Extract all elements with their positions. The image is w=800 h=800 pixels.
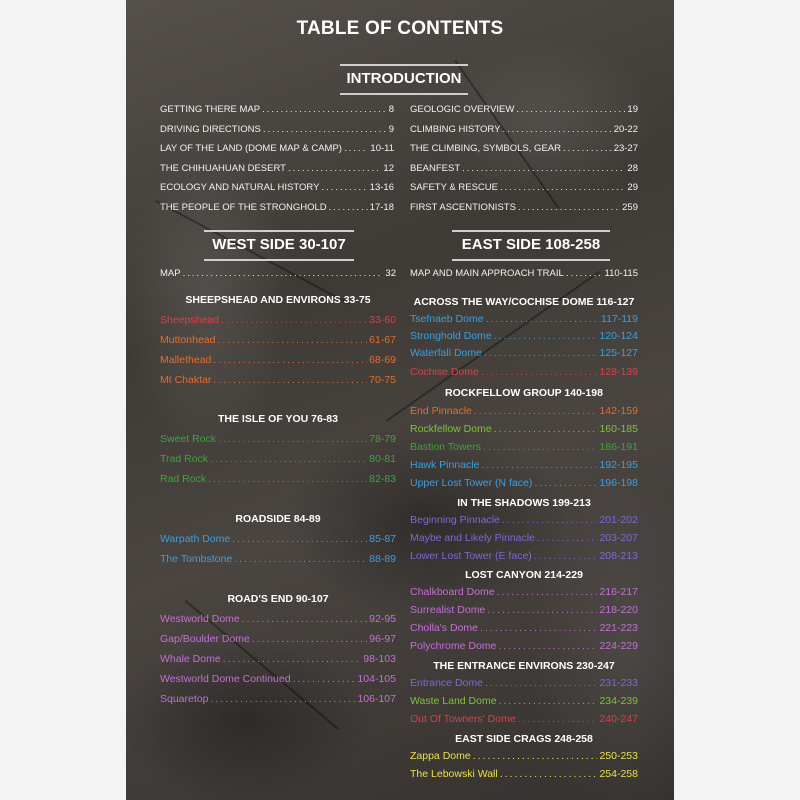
toc-entry-name: End Pinnacle xyxy=(410,405,472,417)
toc-entry xyxy=(410,405,638,421)
toc-entry-name: Mallethead xyxy=(160,354,212,366)
toc-entry xyxy=(410,550,638,566)
toc-entry xyxy=(160,202,394,218)
toc-entry xyxy=(410,514,638,530)
dot-leader xyxy=(213,374,367,386)
toc-entry-pages: 254-258 xyxy=(599,768,638,780)
dot-leader xyxy=(502,124,611,135)
toc-entry xyxy=(410,695,638,711)
dot-leader xyxy=(566,268,603,279)
toc-entry xyxy=(160,533,396,549)
toc-entry-pages: 17-18 xyxy=(369,201,394,213)
toc-entry-pages: 208-213 xyxy=(599,550,638,562)
toc-entry-pages: 92-95 xyxy=(369,613,396,625)
section-heading: IN THE SHADOWS 199-213 xyxy=(457,497,591,509)
toc-entry-pages: 13-16 xyxy=(369,182,394,193)
toc-entry-name: SAFETY & RESCUE xyxy=(410,182,498,193)
toc-entry-name: Sheepshead xyxy=(160,314,219,326)
toc-entry-pages: 70-75 xyxy=(369,374,396,386)
toc-entry-pages: 216-217 xyxy=(599,586,638,598)
dot-leader xyxy=(232,533,367,545)
section-heading: SHEEPSHEAD AND ENVIRONS 33-75 xyxy=(185,294,371,306)
toc-entry-pages: 106-107 xyxy=(357,693,396,705)
toc-entry xyxy=(160,268,396,284)
toc-entry-name: Westworld Dome Continued xyxy=(160,673,291,685)
toc-entry-name: MAP xyxy=(160,268,181,279)
dot-leader xyxy=(484,347,597,359)
dot-leader xyxy=(293,673,356,685)
section-heading: LOST CANYON 214-229 xyxy=(465,569,583,581)
toc-entry xyxy=(160,613,396,629)
toc-entry-pages: 117-119 xyxy=(601,313,638,325)
dot-leader xyxy=(518,713,598,725)
section-heading: ROADSIDE 84-89 xyxy=(235,513,321,525)
dot-leader xyxy=(462,163,625,174)
toc-entry xyxy=(410,622,638,638)
toc-entry-name: Mt Chaktar xyxy=(160,374,212,386)
toc-entry xyxy=(160,143,394,159)
dot-leader xyxy=(498,640,597,652)
toc-entry-pages: 128-139 xyxy=(599,366,638,378)
toc-entry-pages: 234-239 xyxy=(599,695,638,707)
dot-leader xyxy=(262,104,387,115)
dot-leader xyxy=(218,433,367,445)
page-title: TABLE OF CONTENTS xyxy=(296,18,504,39)
toc-entry xyxy=(410,677,638,693)
toc-entry xyxy=(160,673,396,689)
dot-leader xyxy=(494,330,598,342)
dot-leader xyxy=(481,366,598,378)
toc-entry xyxy=(160,124,394,140)
toc-entry xyxy=(410,313,638,329)
toc-entry-name: Cochise Dome xyxy=(410,366,479,378)
section-heading: ROAD'S END 90-107 xyxy=(227,593,329,605)
toc-entry-name: Beginning Pinnacle xyxy=(410,514,500,526)
toc-entry-pages: 78-79 xyxy=(369,433,396,445)
introduction-banner: INTRODUCTION xyxy=(340,64,468,95)
toc-entry-pages: 201-202 xyxy=(599,514,638,526)
dot-leader xyxy=(263,124,387,135)
dot-leader xyxy=(563,143,612,154)
toc-entry-name: Entrance Dome xyxy=(410,677,483,689)
toc-entry-pages: 259 xyxy=(622,201,638,213)
toc-entry-name: Chalkboard Dome xyxy=(410,586,495,598)
toc-entry-name: Waterfall Dome xyxy=(410,347,482,359)
toc-entry-name: Waste Land Dome xyxy=(410,695,497,707)
toc-page xyxy=(126,0,674,800)
toc-entry-name: Polychrome Dome xyxy=(410,640,497,652)
toc-entry-name: Westworld Dome xyxy=(160,613,240,625)
toc-entry xyxy=(410,459,638,475)
toc-entry-name: Upper Lost Tower (N face) xyxy=(410,477,533,489)
toc-entry-name: Out Of Towners' Dome xyxy=(410,713,516,725)
toc-entry xyxy=(160,374,396,390)
dot-leader xyxy=(494,423,598,435)
toc-entry-name: Stronghold Dome xyxy=(410,330,492,342)
toc-entry xyxy=(410,268,638,284)
toc-entry xyxy=(410,750,638,766)
toc-entry xyxy=(410,713,638,729)
toc-entry-name: Rockfellow Dome xyxy=(410,423,492,435)
dot-leader xyxy=(502,514,598,526)
toc-entry-pages: 231-233 xyxy=(599,677,638,689)
dot-leader xyxy=(321,182,367,193)
west-side-banner: WEST SIDE 30-107 xyxy=(204,230,354,261)
toc-entry-name: ECOLOGY AND NATURAL HISTORY xyxy=(160,182,320,193)
toc-entry-pages: 218-220 xyxy=(599,604,638,616)
dot-leader xyxy=(534,477,597,489)
toc-entry-pages: 98-103 xyxy=(363,653,396,665)
section-heading: THE ISLE OF YOU 76-83 xyxy=(217,413,338,425)
toc-entry xyxy=(410,330,638,346)
dot-leader xyxy=(288,163,381,174)
toc-entry-pages: 88-89 xyxy=(369,553,396,565)
dot-leader xyxy=(487,604,597,616)
toc-entry-pages: 82-83 xyxy=(369,473,396,485)
toc-entry-name: GETTING THERE MAP xyxy=(160,104,261,115)
toc-entry xyxy=(410,104,638,120)
toc-entry-name: The Tombstone xyxy=(160,553,233,565)
dot-leader xyxy=(518,202,620,213)
toc-entry-name: Gap/Boulder Dome xyxy=(160,633,250,645)
toc-entry-name: Trad Rock xyxy=(160,453,209,465)
dot-leader xyxy=(208,473,367,485)
toc-entry xyxy=(410,586,638,602)
east-side-banner: EAST SIDE 108-258 xyxy=(452,230,610,261)
toc-entry xyxy=(410,163,638,179)
dot-leader xyxy=(252,633,367,645)
toc-entry-pages: 203-207 xyxy=(599,532,638,544)
toc-entry-pages: 12 xyxy=(383,162,394,174)
toc-entry-name: THE PEOPLE OF THE STRONGHOLD xyxy=(160,201,327,213)
toc-entry xyxy=(410,477,638,493)
toc-entry-name: The Lebowski Wall xyxy=(410,768,498,780)
toc-entry-name: Sweet Rock xyxy=(160,433,217,445)
toc-entry-name: GEOLOGIC OVERVIEW xyxy=(410,104,515,115)
toc-entry-name: Maybe and Likely Pinnacle xyxy=(410,532,535,544)
toc-entry-pages: 10-11 xyxy=(370,143,394,154)
toc-entry-name: CLIMBING HISTORY xyxy=(410,123,501,135)
dot-leader xyxy=(474,405,598,417)
toc-entry-pages: 186-191 xyxy=(599,441,638,453)
dot-leader xyxy=(234,553,367,565)
toc-entry-pages: 196-198 xyxy=(599,477,638,489)
toc-entry-pages: 125-127 xyxy=(599,347,638,359)
toc-entry xyxy=(160,182,394,198)
section-heading: ROCKFELLOW GROUP 140-198 xyxy=(445,387,603,399)
toc-entry-name: Hawk Pinnacle xyxy=(410,459,480,471)
toc-entry xyxy=(410,143,638,159)
toc-entry xyxy=(160,693,396,709)
toc-entry xyxy=(410,423,638,439)
toc-entry-name: Tsefnaeb Dome xyxy=(410,313,484,325)
toc-entry xyxy=(160,433,396,449)
toc-entry-pages: 120-124 xyxy=(599,330,638,342)
toc-entry xyxy=(410,366,638,382)
toc-entry xyxy=(160,354,396,370)
toc-entry-pages: 104-105 xyxy=(357,673,396,685)
dot-leader xyxy=(473,750,598,762)
toc-entry-pages: 28 xyxy=(627,162,638,174)
dot-leader xyxy=(221,314,367,326)
toc-entry-name: Whale Dome xyxy=(160,653,221,665)
toc-entry xyxy=(160,453,396,469)
toc-entry xyxy=(160,104,394,120)
dot-leader xyxy=(516,104,625,115)
toc-entry-pages: 85-87 xyxy=(369,533,396,545)
dot-leader xyxy=(481,459,597,471)
toc-entry-pages: 19 xyxy=(627,104,638,115)
dot-leader xyxy=(213,354,367,366)
toc-entry-name: FIRST ASCENTIONISTS xyxy=(410,201,516,213)
toc-entry xyxy=(160,163,394,179)
toc-entry-name: Warpath Dome xyxy=(160,533,231,545)
toc-entry-pages: 33-60 xyxy=(369,314,396,326)
dot-leader xyxy=(486,313,599,325)
toc-entry-pages: 224-229 xyxy=(599,640,638,652)
dot-leader xyxy=(499,695,598,707)
dot-leader xyxy=(210,453,367,465)
toc-entry-pages: 29 xyxy=(627,182,638,193)
toc-entry-pages: 96-97 xyxy=(369,633,396,645)
toc-entry-pages: 80-81 xyxy=(369,453,396,465)
dot-leader xyxy=(537,532,598,544)
toc-entry-pages: 9 xyxy=(388,123,394,135)
toc-entry xyxy=(410,604,638,620)
dot-leader xyxy=(485,677,598,689)
toc-entry xyxy=(160,553,396,569)
dot-leader xyxy=(329,202,368,213)
toc-entry-name: Bastion Towers xyxy=(410,441,482,453)
toc-entry-pages: 160-185 xyxy=(599,423,638,435)
toc-entry-name: THE CHIHUAHUAN DESERT xyxy=(160,162,286,174)
toc-entry xyxy=(410,347,638,363)
dot-leader xyxy=(210,693,355,705)
toc-entry-name: MAP AND MAIN APPROACH TRAIL xyxy=(410,268,564,279)
dot-leader xyxy=(500,182,625,193)
toc-entry-pages: 8 xyxy=(388,104,394,115)
toc-entry-name: DRIVING DIRECTIONS xyxy=(160,123,261,135)
toc-entry-name: LAY OF THE LAND (DOME MAP & CAMP) xyxy=(160,143,342,154)
toc-entry-pages: 192-195 xyxy=(599,459,638,471)
toc-entry-name: THE CLIMBING, SYMBOLS, GEAR xyxy=(410,143,561,154)
dot-leader xyxy=(242,613,367,625)
toc-entry xyxy=(160,473,396,489)
dot-leader xyxy=(480,622,598,634)
dot-leader xyxy=(217,334,367,346)
toc-entry xyxy=(160,653,396,669)
toc-entry-pages: 250-253 xyxy=(599,750,638,762)
toc-entry xyxy=(410,202,638,218)
toc-entry-name: Lower Lost Tower (E face) xyxy=(410,550,532,562)
toc-entry-name: Squaretop xyxy=(160,693,209,705)
toc-entry-name: Surrealist Dome xyxy=(410,604,486,616)
toc-entry xyxy=(410,124,638,140)
toc-entry-pages: 23-27 xyxy=(613,143,638,154)
toc-entry-name: Zappa Dome xyxy=(410,750,471,762)
toc-entry-pages: 240-247 xyxy=(599,713,638,725)
toc-entry-pages: 142-159 xyxy=(599,405,638,417)
toc-entry xyxy=(410,768,638,784)
dot-leader xyxy=(183,268,384,279)
dot-leader xyxy=(344,143,368,154)
section-heading: THE ENTRANCE ENVIRONS 230-247 xyxy=(433,660,615,672)
toc-entry-pages: 110-115 xyxy=(604,268,638,279)
toc-entry-name: Cholla's Dome xyxy=(410,622,478,634)
dot-leader xyxy=(483,441,597,453)
toc-entry xyxy=(410,532,638,548)
toc-entry xyxy=(410,640,638,656)
toc-entry xyxy=(160,633,396,649)
toc-entry xyxy=(160,334,396,350)
dot-leader xyxy=(500,768,598,780)
dot-leader xyxy=(534,550,598,562)
toc-entry-pages: 61-67 xyxy=(369,334,396,346)
toc-entry-pages: 20-22 xyxy=(613,123,638,135)
toc-entry-name: Rad Rock xyxy=(160,473,207,485)
dot-leader xyxy=(497,586,598,598)
toc-entry-name: Muttonhead xyxy=(160,334,216,346)
toc-entry-pages: 221-223 xyxy=(599,622,638,634)
dot-leader xyxy=(223,653,362,665)
toc-entry-name: BEANFEST xyxy=(410,162,461,174)
toc-entry-pages: 32 xyxy=(385,268,396,279)
section-heading: EAST SIDE CRAGS 248-258 xyxy=(455,733,593,745)
toc-entry xyxy=(160,314,396,330)
section-heading: ACROSS THE WAY/COCHISE DOME 116-127 xyxy=(413,296,635,308)
toc-entry xyxy=(410,441,638,457)
toc-entry xyxy=(410,182,638,198)
toc-entry-pages: 68-69 xyxy=(369,354,396,366)
